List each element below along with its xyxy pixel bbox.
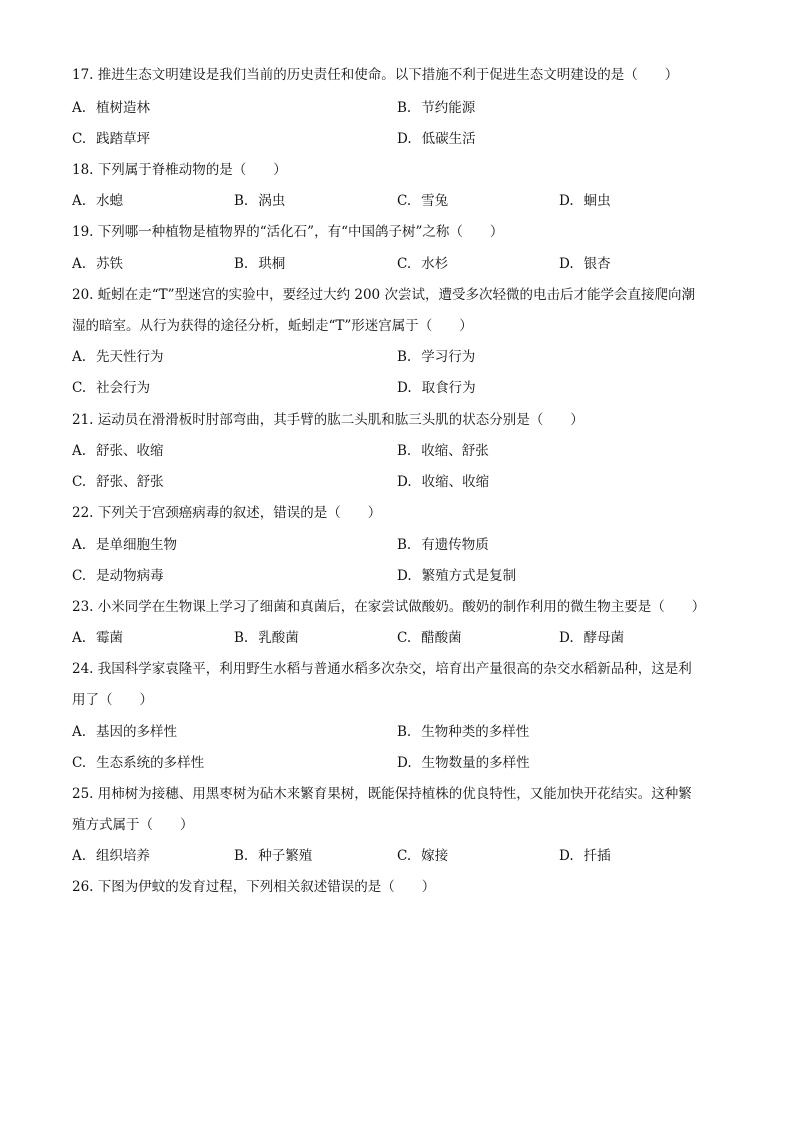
question-26 xyxy=(72,878,435,896)
question-text: 下图为伊蚊的发育过程，下列相关叙述错误的是（ ） xyxy=(97,879,436,895)
question-text: 下列属于脊椎动物的是（ ） xyxy=(97,162,287,178)
question-text: 推进生态文明建设是我们当前的历史责任和使命。以下措施不利于促进生态文明建设的是（ ） xyxy=(97,67,679,83)
option-d: D. 银杏 xyxy=(559,256,611,272)
option-c: C. 践踏草坪 xyxy=(72,131,151,147)
question-number: 26. xyxy=(72,879,94,895)
option-c: C. 水杉 xyxy=(397,256,449,272)
question-21 xyxy=(72,411,584,429)
question-number: 23. xyxy=(72,599,94,615)
option-b: B. 节约能源 xyxy=(397,100,476,116)
question-number: 24. xyxy=(72,661,94,677)
option-b: B. 种子繁殖 xyxy=(234,848,313,864)
option-c: C. 是动物病毒 xyxy=(72,568,164,584)
option-a: A. 水螅 xyxy=(72,193,124,209)
question-number: 21. xyxy=(72,412,94,428)
option-c: C. 雪兔 xyxy=(397,193,449,209)
option-c: C. 嫁接 xyxy=(397,848,449,864)
option-b: B. 珙桐 xyxy=(234,256,286,272)
option-a: A. 是单细胞生物 xyxy=(72,537,178,553)
question-17 xyxy=(72,66,678,84)
question-number: 17. xyxy=(72,67,94,83)
option-a: A. 植树造林 xyxy=(72,100,151,116)
question-text: 下列哪一种植物是植物界的“活化石”，有“中国鸽子树”之称（ ） xyxy=(97,224,504,240)
option-d: D. 繁殖方式是复制 xyxy=(397,568,517,584)
option-b: B. 学习行为 xyxy=(397,349,476,365)
question-24 xyxy=(72,660,692,678)
question-number: 25. xyxy=(72,786,94,802)
option-a: A. 舒张、收缩 xyxy=(72,443,164,459)
option-b: B. 涡虫 xyxy=(234,193,286,209)
option-d: D. 收缩、收缩 xyxy=(397,474,490,490)
option-c: C. 醋酸菌 xyxy=(397,630,462,646)
option-c: C. 舒张、舒张 xyxy=(72,474,164,490)
question-22 xyxy=(72,504,381,522)
option-b: B. 生物种类的多样性 xyxy=(397,724,530,740)
option-b: B. 有遗传物质 xyxy=(397,537,489,553)
option-d: D. 取食行为 xyxy=(397,380,476,396)
option-a: A. 苏铁 xyxy=(72,256,124,272)
option-d: D. 酵母菌 xyxy=(559,630,625,646)
question-25 xyxy=(72,785,692,803)
question-text: 运动员在滑滑板时肘部弯曲，其手臂的肱二头肌和肱三头肌的状态分别是（ ） xyxy=(97,412,584,428)
option-d: D. 扦插 xyxy=(559,848,611,864)
option-a: A. 先天性行为 xyxy=(72,349,164,365)
question-25-continuation: 殖方式属于（ ） xyxy=(72,817,194,833)
question-20-continuation: 湿的暗室。从行为获得的途径分析，蚯蚓走“T”形迷宫属于（ ） xyxy=(72,318,473,334)
question-text: 下列关于宫颈癌病毒的叙述，错误的是（ ） xyxy=(97,505,382,521)
question-number: 19. xyxy=(72,224,94,240)
option-d: D. 低碳生活 xyxy=(397,131,476,147)
option-d: D. 生物数量的多样性 xyxy=(397,755,530,771)
question-24-continuation: 用了（ ） xyxy=(72,692,153,708)
option-c: C. 生态系统的多样性 xyxy=(72,755,205,771)
question-number: 18. xyxy=(72,162,94,178)
question-text: 蚯蚓在走“T”型迷宫的实验中，要经过大约 200 次尝试，遭受多次轻微的电击后才能学会直接爬向潮 xyxy=(97,287,695,303)
question-text: 小米同学在生物课上学习了细菌和真菌后，在家尝试做酸奶。酸奶的制作利用的微生物主要是（ ） xyxy=(97,599,706,615)
option-a: A. 组织培养 xyxy=(72,848,151,864)
option-a: A. 霉菌 xyxy=(72,630,124,646)
question-18 xyxy=(72,161,287,179)
question-number: 22. xyxy=(72,505,94,521)
question-19 xyxy=(72,223,503,241)
option-c: C. 社会行为 xyxy=(72,380,151,396)
question-text: 用柿树为接穗、用黑枣树为砧木来繁育果树，既能保持植株的优良特性，又能加快开花结实。这种繁 xyxy=(97,786,692,802)
question-text: 我国科学家袁隆平，利用野生水稻与普通水稻多次杂交，培育出产量很高的杂交水稻新品种，这是利 xyxy=(97,661,692,677)
question-23 xyxy=(72,598,705,616)
option-a: A. 基因的多样性 xyxy=(72,724,178,740)
option-b: B. 收缩、舒张 xyxy=(397,443,489,459)
question-number: 20. xyxy=(72,287,94,303)
question-20 xyxy=(72,286,695,304)
option-b: B. 乳酸菌 xyxy=(234,630,299,646)
option-d: D. 蛔虫 xyxy=(559,193,611,209)
